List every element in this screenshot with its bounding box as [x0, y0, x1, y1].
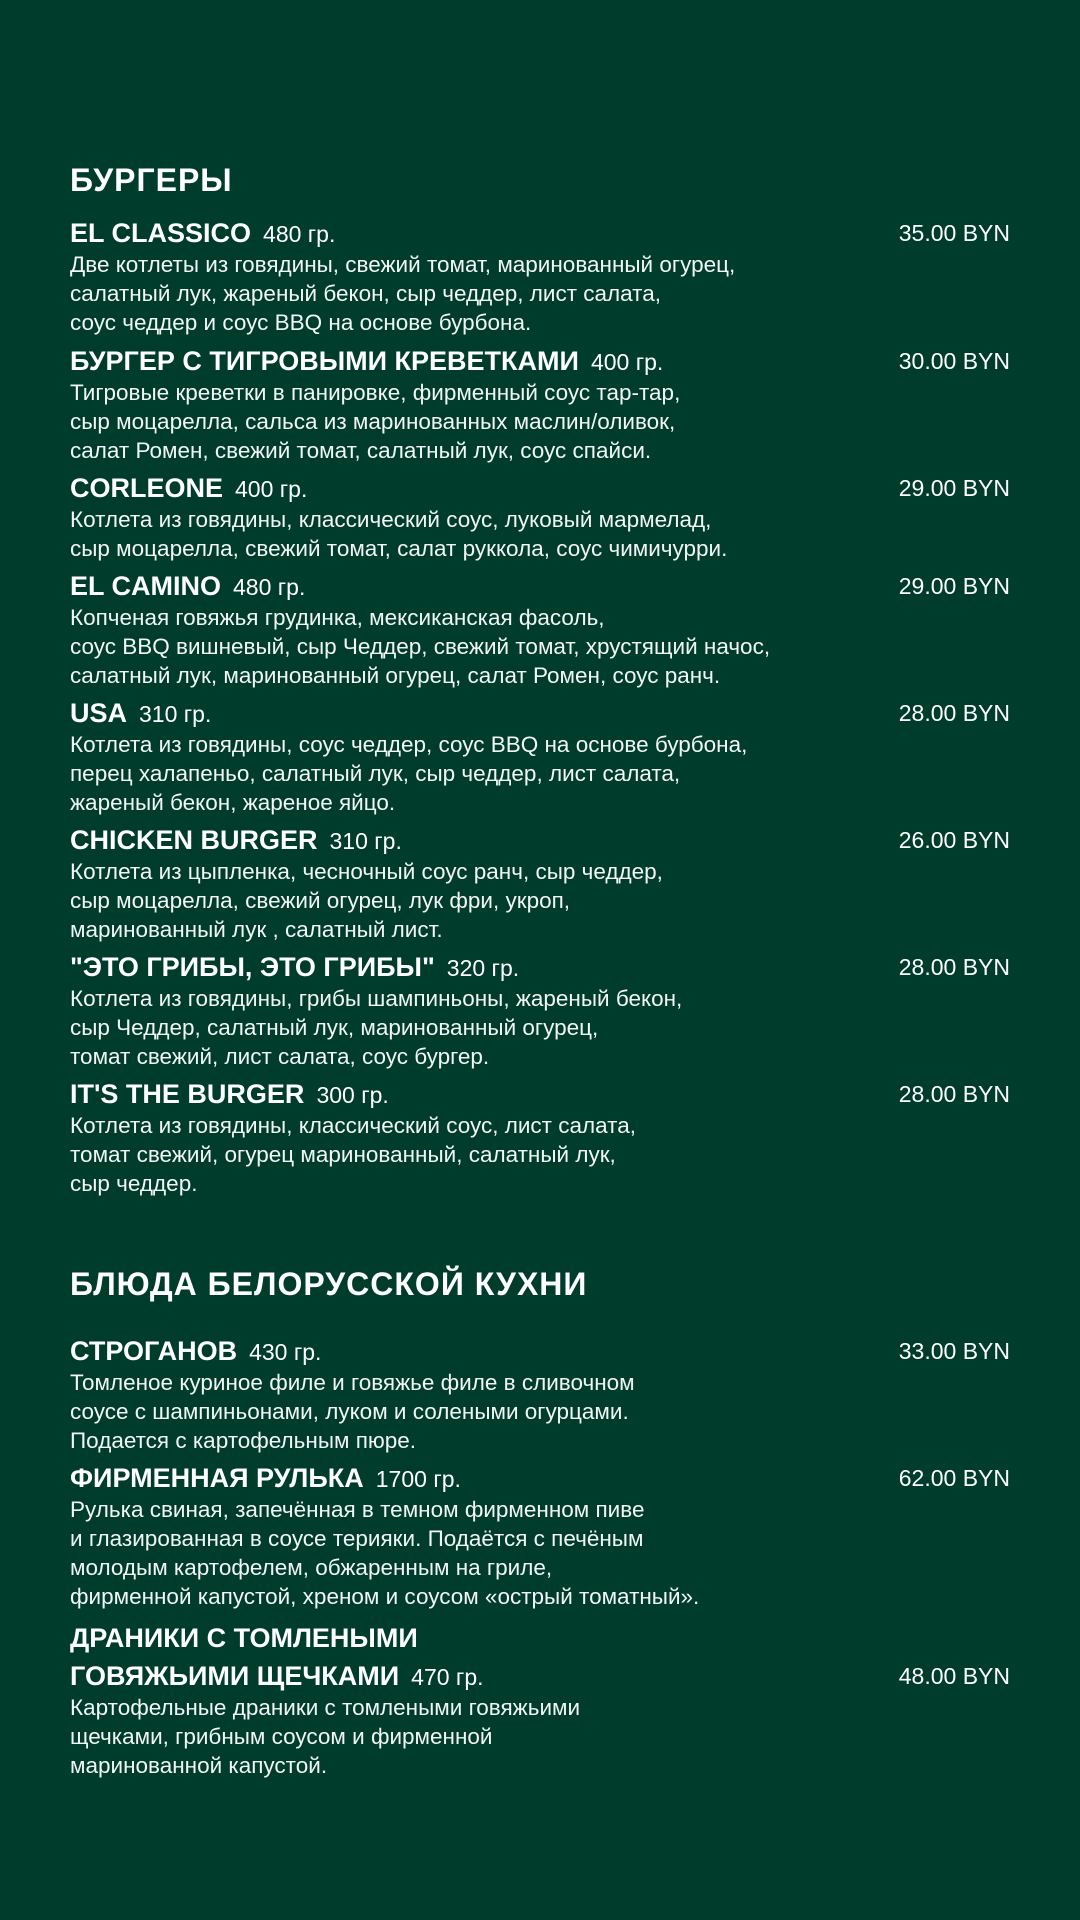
item-description: Котлета из говядины, классический соус, лист салата, томат свежий, огурец маринованный, салатный лук, сыр чеддер. [70, 1113, 636, 1196]
item-weight: 400 гр. [590, 349, 664, 375]
item-name: ГОВЯЖЬИМИ ЩЕЧКАМИ [70, 1661, 400, 1691]
menu-item-stroganov [70, 1335, 1020, 1455]
item-description: Две котлеты из говядины, свежий томат, маринованный огурец, салатный лук, жареный бекон, сыр чеддер, лист салата, соус чеддер и соус BBQ на основе бурбона. [70, 252, 736, 335]
item-name: CORLEONE [70, 473, 224, 503]
item-price: 28.00 BYN [898, 1081, 1010, 1107]
item-description: Томленое куриное филе и говяжье филе в сливочном соусе с шампиньонами, луком и солеными огурцами. Подается с картофельным пюре. [70, 1370, 635, 1453]
item-name: ФИРМЕННАЯ РУЛЬКА [70, 1463, 364, 1493]
item-price: 29.00 BYN [898, 573, 1010, 599]
item-weight: 470 гр. [411, 1664, 484, 1690]
item-name: USA [70, 698, 128, 728]
menu-item-rulka [70, 1462, 1020, 1611]
item-price: 28.00 BYN [898, 954, 1010, 980]
menu-item-el-camino [70, 570, 1020, 690]
section-title-burgers: БУРГЕРЫ [70, 162, 233, 198]
item-description: Картофельные драники с томлеными говяжьими щечками, грибным соусом и фирменной маринованной капустой. [70, 1695, 581, 1778]
item-price: 35.00 BYN [898, 220, 1010, 246]
item-description: Котлета из говядины, классический соус, луковый мармелад, сыр моцарелла, свежий томат, салат руккола, соус чимичурри. [70, 507, 728, 561]
item-description: Котлета из цыпленка, чесночный соус ранч, сыр чеддер, сыр моцарелла, свежий огурец, лук фри, укроп, маринованный лук , салатный лист. [70, 859, 663, 942]
item-price: 48.00 BYN [898, 1663, 1010, 1689]
item-description: Рулька свиная, запечённая в темном фирменном пиве и глазированная в соусе терияки. Подаётся с печёным молодым картофелем, обжаренным на гриле, фирменной капустой, хреном и соусом «острый томатный». [70, 1497, 700, 1609]
menu-item-chicken-burger [70, 824, 1020, 944]
menu-item-tiger-shrimp-burger [70, 345, 1020, 465]
item-name: EL CAMINO [70, 571, 222, 601]
item-weight: 480 гр. [233, 574, 306, 600]
section-title-belarusian: БЛЮДА БЕЛОРУССКОЙ КУХНИ [70, 1266, 588, 1302]
item-weight: 1700 гр. [375, 1466, 461, 1492]
item-name: IT'S THE BURGER [70, 1079, 305, 1109]
item-weight: 480 гр. [263, 221, 336, 247]
item-weight: 310 гр. [139, 701, 212, 727]
item-name: БУРГЕР С ТИГРОВЫМИ КРЕВЕТКАМИ [70, 346, 579, 376]
item-weight: 310 гр. [329, 828, 402, 854]
item-name: EL CLASSICO [70, 218, 252, 248]
item-weight: 400 гр. [235, 476, 308, 502]
menu-item-draniki [70, 1616, 1020, 1780]
item-price: 28.00 BYN [898, 700, 1010, 726]
item-weight: 320 гр. [446, 955, 520, 981]
item-price: 26.00 BYN [898, 827, 1010, 853]
item-weight: 430 гр. [249, 1339, 322, 1365]
item-description: Тигровые креветки в панировке, фирменный соус тар-тар, сыр моцарелла, сальса из маринованных маслин/оливок, салат Ромен, свежий томат, салатный лук, соус спайси. [70, 380, 681, 463]
item-description: Котлета из говядины, грибы шампиньоны, жареный бекон, сыр Чеддер, салатный лук, маринованный огурец, томат свежий, лист салата, соус бургер. [70, 986, 683, 1069]
item-name-line1: ДРАНИКИ С ТОМЛЕНЫМИ [70, 1623, 418, 1653]
item-name: CHICKEN BURGER [70, 825, 318, 855]
item-price: 62.00 BYN [898, 1465, 1010, 1491]
item-name: СТРОГАНОВ [70, 1336, 238, 1366]
item-price: 33.00 BYN [898, 1338, 1010, 1364]
item-price: 30.00 BYN [898, 348, 1010, 374]
menu-item-eto-griby [70, 951, 1020, 1071]
menu-item-usa [70, 697, 1020, 817]
item-name: "ЭТО ГРИБЫ, ЭТО ГРИБЫ" [70, 952, 435, 982]
menu-item-its-the-burger [70, 1078, 1020, 1198]
item-description: Котлета из говядины, соус чеддер, соус BBQ на основе бурбона, перец халапеньо, салатный лук, сыр чеддер, лист салата, жареный бекон, жареное яйцо. [70, 732, 748, 815]
menu-item-el-classico [70, 217, 1020, 337]
item-description: Копченая говяжья грудинка, мексиканская фасоль, соус BBQ вишневый, сыр Чеддер, свежий томат, хрустящий начос, салатный лук, маринованный огурец, салат Ромен, соус ранч. [70, 605, 771, 688]
item-weight: 300 гр. [316, 1082, 389, 1108]
item-price: 29.00 BYN [898, 475, 1010, 501]
menu-item-corleone [70, 472, 1020, 563]
